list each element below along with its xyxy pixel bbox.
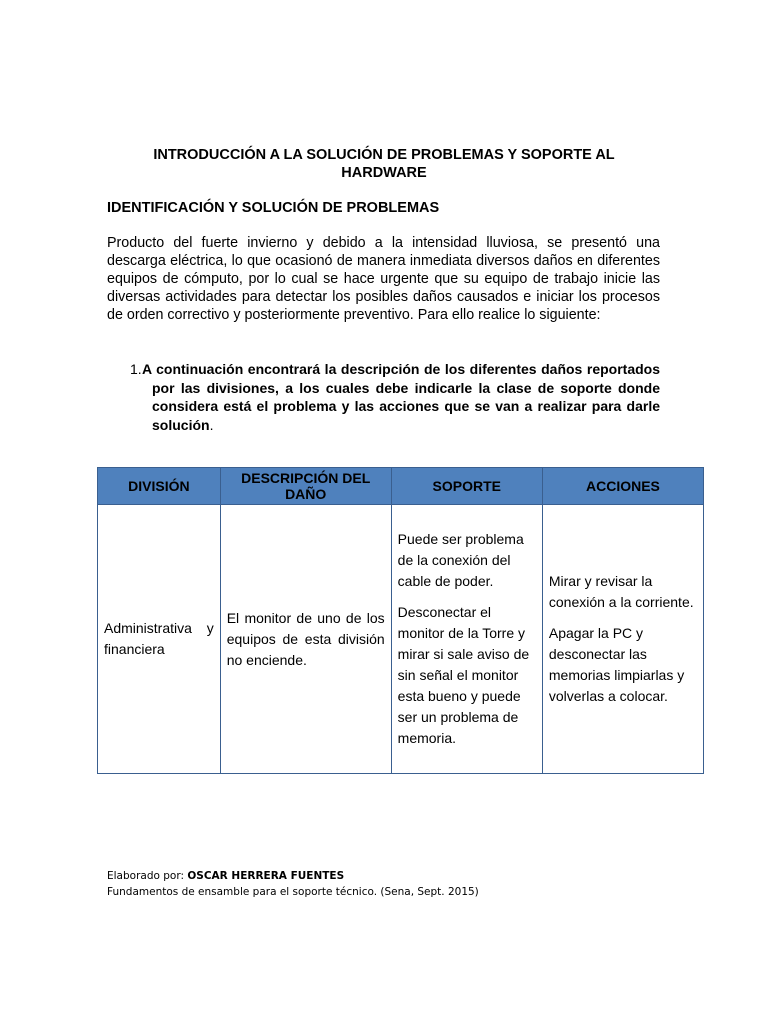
footer-prefix: Elaborado por: — [107, 870, 188, 882]
cell-acciones — [542, 505, 703, 774]
footer-source: Fundamentos de ensamble para el soporte técnico. (Sena, Sept. 2015) — [107, 886, 479, 898]
cell-descripcion: El monitor de uno de los equipos de esta división no enciende. — [220, 505, 391, 774]
list-item-period: . — [209, 416, 214, 433]
footer-author: OSCAR HERRERA FUENTES — [187, 870, 345, 882]
numbered-list-item — [130, 360, 660, 434]
damage-table — [97, 467, 704, 774]
header-descripcion: DESCRIPCIÓN DEL DAÑO — [220, 468, 391, 505]
header-soporte: SOPORTE — [391, 468, 542, 505]
intro-paragraph: Producto del fuerte invierno y debido a la intensidad lluviosa, se presentó una descarga eléctrica, lo que ocasionó de manera inmediata diversos daños en diferentes equipos de cómputo, por lo cual se hace urgente que su equipo de trabajo inicie las diversas actividades para detectar los posibles daños causados e iniciar los procesos de orden correctivo y posteriormente preventivo. Para ello realice lo siguiente: — [107, 235, 660, 323]
document-title: INTRODUCCIÓN A LA SOLUCIÓN DE PROBLEMAS Y SOPORTE AL HARDWARE — [153, 147, 615, 181]
soporte-paragraph: Puede ser problema de la conexión del cable de poder. — [397, 531, 524, 589]
list-item-bold-text: A continuación encontrará la descripción de los diferentes daños reportados por las divisiones, a los cuales debe indicarle la clase de soporte donde considera está el problema y las acciones que se van a realizar para darle solución — [142, 361, 660, 433]
acciones-paragraph: Apagar la PC y desconectar las memorias limpiarlas y volverlas a colocar. — [548, 625, 685, 704]
list-item-text — [130, 360, 660, 434]
cell-soporte — [391, 505, 542, 774]
table-header-row — [98, 468, 704, 505]
table-row — [98, 505, 704, 774]
header-acciones: ACCIONES — [542, 468, 703, 505]
cell-division: Administrativa y financiera — [98, 505, 221, 774]
list-number: 1. — [130, 361, 142, 377]
header-division: DIVISIÓN — [98, 468, 221, 505]
soporte-paragraph: Desconectar el monitor de la Torre y mirar si sale aviso de sin señal el monitor esta bueno y puede ser un problema de memoria. — [397, 604, 530, 746]
section-heading: IDENTIFICACIÓN Y SOLUCIÓN DE PROBLEMAS — [107, 200, 440, 216]
acciones-paragraph: Mirar y revisar la conexión a la corriente. — [548, 573, 694, 610]
footer-credit — [107, 868, 479, 884]
footer — [107, 868, 479, 900]
